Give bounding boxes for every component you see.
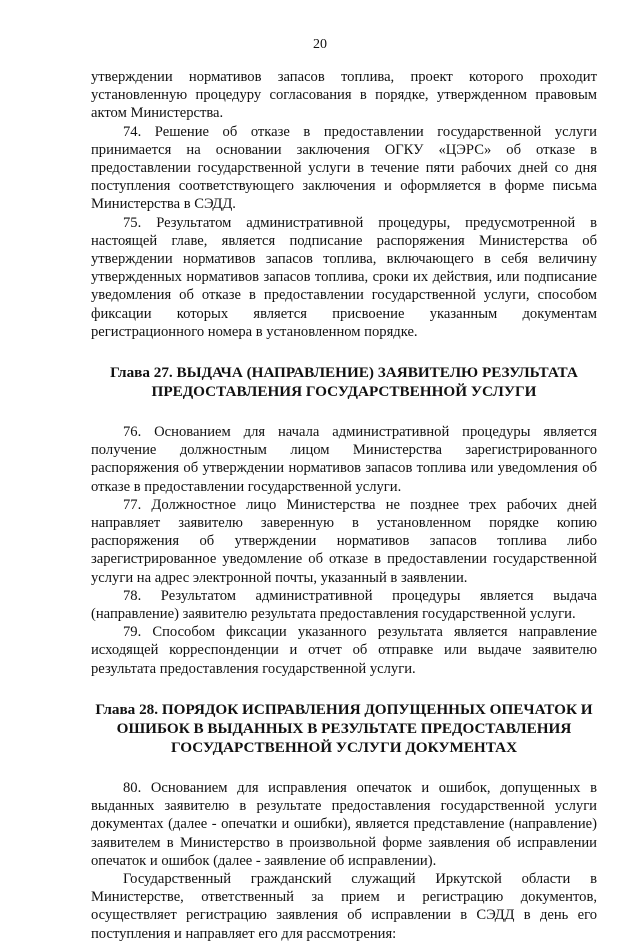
- spacer: [91, 678, 597, 700]
- chapter-28-heading: Глава 28. ПОРЯДОК ИСПРАВЛЕНИЯ ДОПУЩЕННЫХ ОПЕЧАТОК И ОШИБОК В ВЫДАННЫХ В РЕЗУЛЬТАТЕ ПРЕДОСТАВЛЕНИЯ ГОСУДАРСТВЕННОЙ УСЛУГИ ДОКУМЕНТАХ: [95, 700, 593, 756]
- paragraph-77: 77. Должностное лицо Министерства не позднее трех рабочих дней направляет заявителю заверенную в установленном порядке копию распоряжения об утверждении нормативов запасов топлива либо зарегистрированное уведомление об отказе в предоставлении государственной услуги на адрес электронной почты, указанный в заявлении.: [91, 496, 597, 586]
- page-number: 20: [313, 37, 327, 52]
- paragraph-80: 80. Основанием для исправления опечаток и ошибок, допущенных в выданных заявителю в результате предоставления государственной услуги документах (далее - опечатки и ошибки), является представление (направление) заявителем в Министерство в произвольной форме заявления об исправлении опечаток и ошибок (далее - заявление об исправлении).: [91, 779, 597, 869]
- paragraph-78: 78. Результатом административной процедуры является выдача (направление) заявителю результата предоставления государственной услуги.: [91, 587, 597, 623]
- spacer: [91, 341, 597, 363]
- chapter-27-heading: Глава 27. ВЫДАЧА (НАПРАВЛЕНИЕ) ЗАЯВИТЕЛЮ РЕЗУЛЬТАТА ПРЕДОСТАВЛЕНИЯ ГОСУДАРСТВЕННОЙ УСЛУГИ: [110, 364, 578, 401]
- spacer: [91, 757, 597, 779]
- spacer: [91, 401, 597, 423]
- paragraph-75: 75. Результатом административной процедуры, предусмотренной в настоящей главе, является подписание распоряжения Министерства об утверждении нормативов запасов топлива, включающего в себя величину утвержденных нормативов запасов топлива, сроки их действия, или подписание уведомления об отказе в предоставлении государственной услуги, способом фиксации которых является присвоение указанным документам регистрационного номера в установленном порядке.: [91, 214, 597, 340]
- paragraph-76: 76. Основанием для начала административной процедуры является получение должностным лицом Министерства зарегистрированного распоряжения об утверждении нормативов запасов топлива или уведомления об отказе в предоставлении государственной услуги.: [91, 424, 597, 495]
- paragraph-continuation: утверждении нормативов запасов топлива, проект которого проходит установленную процедуру согласования в порядке, утвержденном правовым актом Министерства.: [91, 69, 597, 122]
- paragraph-74: 74. Решение об отказе в предоставлении государственной услуги принимается на основании заключения ОГКУ «ЦЭРС» об отказе в предоставлении государственной услуги в течение пяти рабочих дней со дня поступления соответствующего заключения и оформляется в форме письма Министерства в СЭДД.: [91, 123, 597, 213]
- paragraph-80-continued: Государственный гражданский служащий Иркутской области в Министерстве, ответственный за прием и регистрацию документов, осуществляет регистрацию заявления об исправлении в СЭДД в день его поступления и направляет его для рассмотрения:: [91, 870, 597, 942]
- paragraph-79: 79. Способом фиксации указанного результата является направление исходящей корреспонденции и отчет об отправке или выдаче заявителю результата предоставления государственной услуги.: [91, 624, 597, 677]
- document-body: [91, 68, 597, 943]
